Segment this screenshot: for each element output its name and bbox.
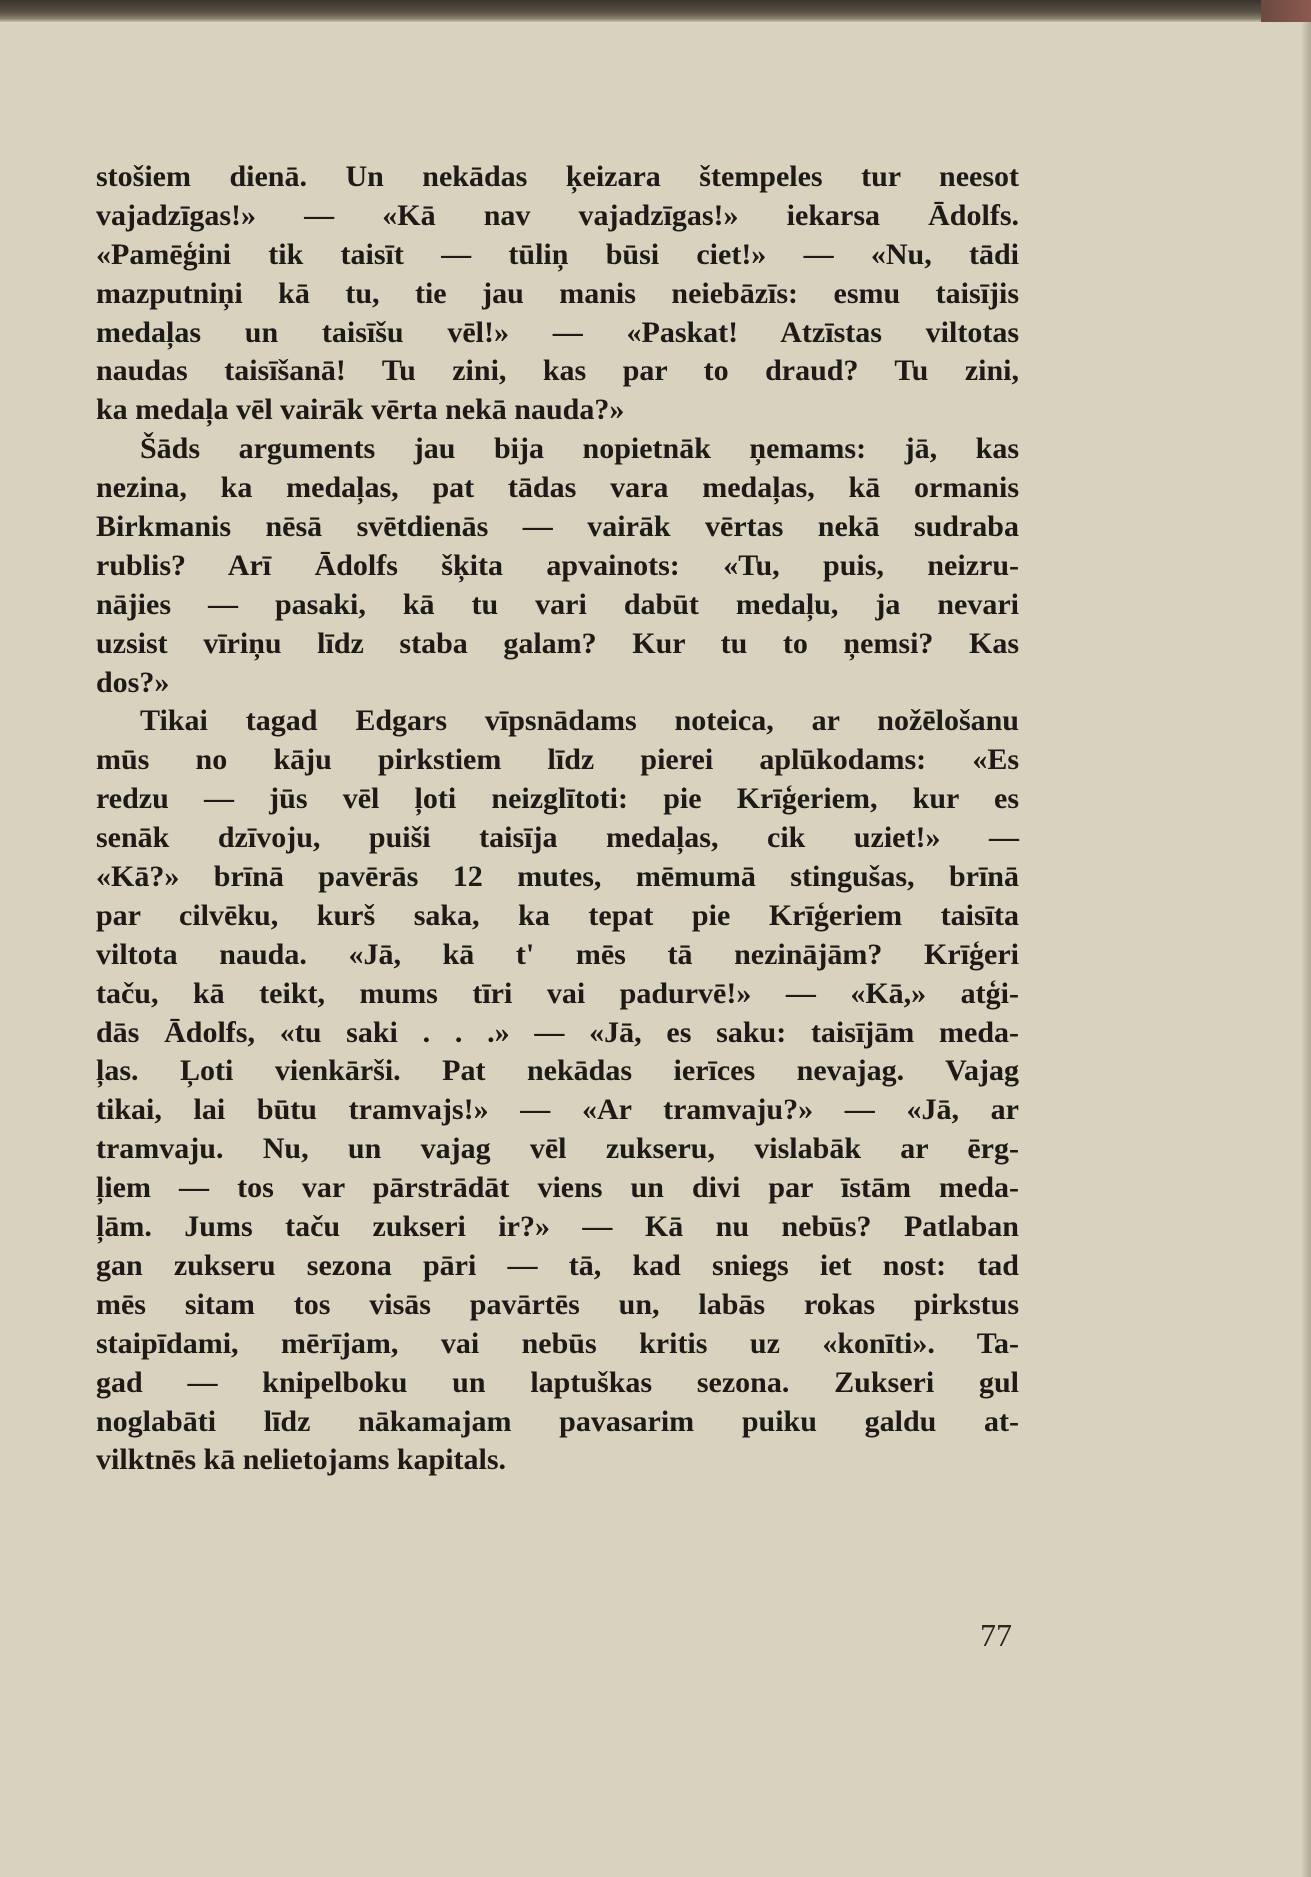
text-line: mēs sitam tos visās pavārtēs un, labās rokas pirkstus	[96, 1287, 1019, 1321]
text-line: dās Ādolfs, «tu saki . . .» — «Jā, es saku: taisījām meda-	[96, 1015, 1019, 1049]
text-line: Birkmanis nēsā svētdienās — vairāk vērtas nekā sudraba	[96, 510, 1019, 544]
page-top-edge	[0, 0, 1311, 22]
text-line: ka medaļa vēl vairāk vērta nekā nauda?»	[96, 393, 625, 427]
text-line: gan zukseru sezona pāri — tā, kad sniegs iet nost: tad	[96, 1248, 1019, 1282]
page-number: 77	[980, 1617, 1012, 1653]
text-line: senāk dzīvoju, puiši taisīja medaļas, cik uziet!» —	[96, 821, 1019, 855]
text-line: nezina, ka medaļas, pat tādas vara medaļas, kā ormanis	[96, 471, 1019, 505]
text-line: tramvaju. Nu, un vajag vēl zukseru, vislabāk ar ērg-	[96, 1132, 1019, 1166]
text-line: rublis? Arī Ādolfs šķita apvainots: «Tu, puis, neizru-	[96, 548, 1019, 582]
text-line: noglabāti līdz nākamajam pavasarim puiku galdu at-	[96, 1404, 1019, 1438]
text-line: tikai, lai būtu tramvajs!» — «Ar tramvaju?» — «Jā, ar	[96, 1093, 1019, 1127]
text-line: uzsist vīriņu līdz staba galam? Kur tu to ņemsi? Kas	[96, 626, 1019, 660]
text-line: «Kā?» brīnā pavērās 12 mutes, mēmumā stingušas, brīnā	[96, 860, 1019, 894]
text-line: staipīdami, mērījam, vai nebūs kritis uz «konīti». Ta-	[96, 1326, 1019, 1360]
text-line: redzu — jūs vēl ļoti neizglītoti: pie Krīģeriem, kur es	[96, 782, 1019, 816]
text-line: viltota nauda. «Jā, kā t' mēs tā nezinājām? Krīģeri	[96, 937, 1019, 971]
text-line: ļiem — tos var pārstrādāt viens un divi par īstām meda-	[96, 1171, 1019, 1205]
text-line: par cilvēku, kurš saka, ka tepat pie Krīģeriem taisīta	[96, 898, 1019, 932]
text-line: mūs no kāju pirkstiem līdz pierei aplūkodams: «Es	[96, 743, 1019, 777]
book-cover-edge	[1261, 0, 1311, 22]
text-line: gad — knipelboku un laptuškas sezona. Zukseri gul	[96, 1365, 1019, 1399]
text-line: naudas taisīšanā! Tu zini, kas par to draud? Tu zini,	[96, 354, 1019, 388]
text-line: vilktnēs kā nelietojams kapitals.	[96, 1443, 507, 1477]
body-text	[96, 158, 1019, 1480]
text-line: ļām. Jums taču zukseri ir?» — Kā nu nebūs? Patlaban	[96, 1210, 1019, 1244]
text-line: mazputniņi kā tu, tie jau manis neiebāzīs: esmu taisījis	[96, 276, 1019, 310]
text-line: ļas. Ļoti vienkārši. Pat nekādas ierīces nevajag. Vajag	[96, 1054, 1019, 1088]
text-line: Šāds arguments jau bija nopietnāk ņemams: jā, kas	[140, 432, 1019, 466]
text-line: nājies — pasaki, kā tu vari dabūt medaļu, ja nevari	[96, 587, 1019, 621]
text-line: taču, kā teikt, mums tīri vai padurvē!» — «Kā,» atģi-	[96, 976, 1019, 1010]
text-line: «Pamēģini tik taisīt — tūliņ būsi ciet!» — «Nu, tādi	[96, 237, 1019, 271]
text-line: medaļas un taisīšu vēl!» — «Paskat! Atzīstas viltotas	[96, 315, 1019, 349]
text-line: vajadzīgas!» — «Kā nav vajadzīgas!» iekarsa Ādolfs.	[96, 198, 1019, 232]
text-line: Tikai tagad Edgars vīpsnādams noteica, ar nožēlošanu	[140, 704, 1019, 738]
page-gutter-shadow	[1301, 22, 1311, 1877]
text-line: stošiem dienā. Un nekādas ķeizara štempeles tur neesot	[96, 160, 1019, 193]
text-line: dos?»	[96, 665, 170, 699]
